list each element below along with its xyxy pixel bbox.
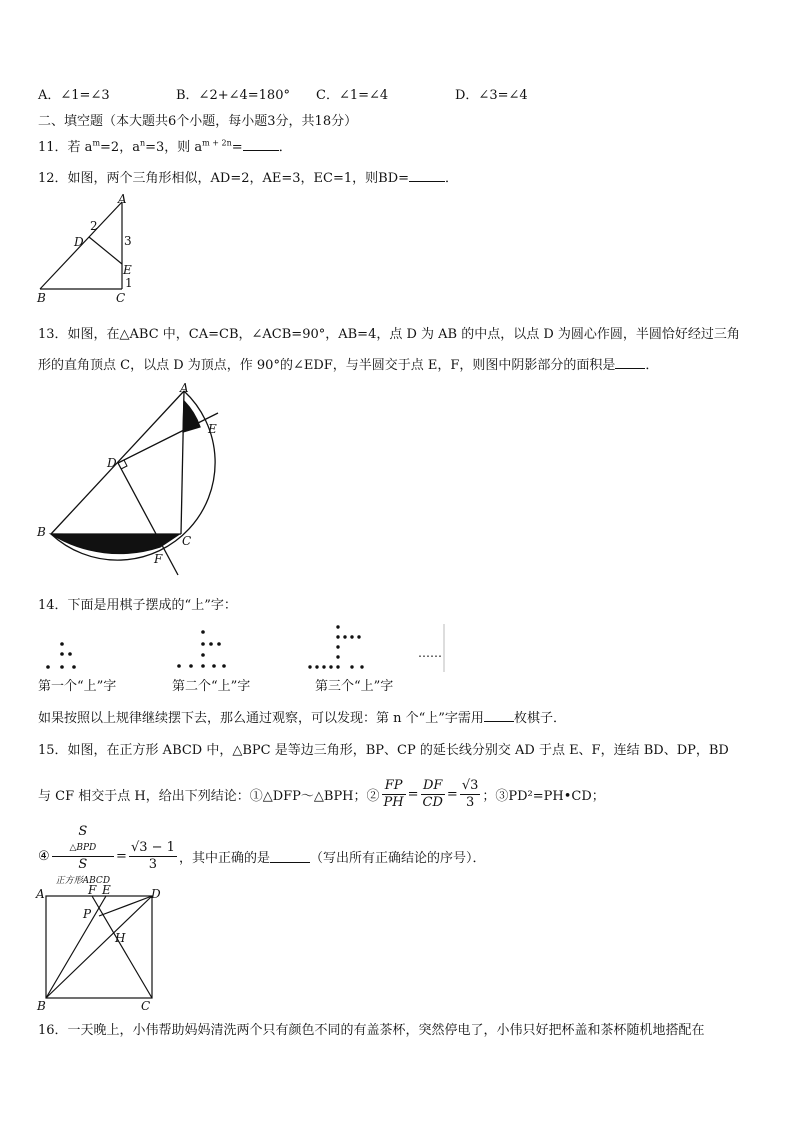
q13-period: ． <box>645 358 659 373</box>
q14-piece <box>201 630 205 634</box>
q12-label-2: 2 <box>90 219 98 233</box>
q15-square-figure <box>34 884 164 1014</box>
q14-piece <box>201 642 205 646</box>
q13-side-ab <box>51 391 184 534</box>
q14-question-a: 如果按照以上规律继续摆下去，那么通过观察，可以发现：第 n 个“上”字需用 <box>38 711 484 726</box>
q15-label-e: E <box>102 884 111 897</box>
q15-line2a: 与 CF 相交于点 H，给出下列结论：①△DFP～△BPH；② <box>38 788 380 804</box>
q15-c4-tail: （写出所有正确结论的序号）． <box>309 850 486 866</box>
q15-eq1: = <box>407 786 419 802</box>
question-15-line1: 15．如图，在正方形 ABCD 中，△BPC 是等边三角形，BP、CP 的延长线分别交 AD 于点 E、F，连结 BD、DP，BD <box>38 743 729 758</box>
q15-diagonal-bd <box>46 896 152 998</box>
q10-option-c: C．∠1=∠4 <box>316 88 389 103</box>
q13-answer-blank[interactable] <box>615 356 645 369</box>
section-heading: 二、填空题（本大题共6个小题，每小题3分，共18分） <box>38 114 358 129</box>
question-15-line2 <box>38 774 605 814</box>
q14-question-b: 枚棋子． <box>513 711 566 726</box>
question-14-prompt <box>38 707 566 726</box>
q15-label-p: P <box>83 907 92 921</box>
q12-label-e: E <box>123 263 132 277</box>
q15-frac3-num: √3 <box>461 777 479 793</box>
q14-piece <box>212 664 216 668</box>
q15-fraction-sqrt3-3 <box>460 778 481 811</box>
q14-caption-2: 第二个“上”字 <box>172 679 251 694</box>
q12-label-b: B <box>37 291 46 304</box>
q14-piece <box>336 645 339 648</box>
q12-label-1: 1 <box>125 276 133 290</box>
q11-answer-blank[interactable] <box>243 138 279 151</box>
q13-semicircle-figure <box>30 383 230 583</box>
q15-c4-rhs-den: 3 <box>148 856 158 872</box>
q15-label-b: B <box>37 999 46 1013</box>
q10-option-d: D．∠3=∠4 <box>455 88 528 103</box>
q15-label-c: C <box>141 999 151 1013</box>
question-11 <box>38 136 292 155</box>
q13-label-e: E <box>208 422 217 436</box>
q15-frac1-num: FP <box>382 778 406 795</box>
q12-segment-de <box>89 237 122 264</box>
q14-piece <box>357 635 360 638</box>
q15-c4-den: S <box>78 856 88 872</box>
q15-rhs-fraction <box>129 840 177 873</box>
q15-area-ratio <box>52 824 114 889</box>
q14-piece <box>360 665 363 668</box>
q14-piece <box>329 665 332 668</box>
q10-option-a: A．∠1=∠3 <box>38 88 110 103</box>
question-14: 14．下面是用棋子摆成的“上”字： <box>38 598 237 613</box>
q15-line-dp <box>99 896 152 916</box>
q14-answer-blank[interactable] <box>484 709 514 722</box>
q12-label-c: C <box>116 291 126 304</box>
q14-piece <box>336 625 339 628</box>
q14-piece <box>60 652 64 656</box>
q12-label-3: 3 <box>124 234 132 248</box>
q14-piece <box>350 635 353 638</box>
q15-eq2: = <box>446 786 458 802</box>
q14-piece <box>177 664 181 668</box>
q14-ellipsis: …… <box>418 646 442 660</box>
q14-piece <box>189 664 193 668</box>
q14-piece <box>336 665 339 668</box>
q13-label-a: A <box>180 383 189 395</box>
q15-c4-prefix: ④ <box>38 848 50 864</box>
q14-piece <box>209 642 213 646</box>
q15-c4-num-sub: △BPD <box>69 842 97 853</box>
q14-piece <box>68 652 72 656</box>
q14-piece <box>343 635 346 638</box>
q14-piece <box>350 665 353 668</box>
q12-label-d: D <box>74 235 84 249</box>
q15-c4-den-sub: 正方形ABCD <box>55 875 111 886</box>
q12-period: ． <box>445 171 459 186</box>
q11-mid1: =2，a <box>100 140 140 155</box>
q15-fraction-df-cd <box>421 778 445 811</box>
q13-ray-de <box>118 413 218 463</box>
q13-label-b: B <box>37 525 46 539</box>
q14-caption-1: 第一个“上”字 <box>38 679 117 694</box>
q14-pieces-figure <box>38 622 446 692</box>
q12-text: 12．如图，两个三角形相似，AD=2，AE=3，EC=1，则BD= <box>38 171 410 186</box>
q11-mid2: =3，则 a <box>145 140 203 155</box>
q13-label-f: F <box>154 552 163 566</box>
q14-piece <box>46 665 50 669</box>
q13-label-c: C <box>182 534 192 548</box>
q12-label-a: A <box>118 192 127 206</box>
q13-side-ac <box>181 391 184 534</box>
q15-line-be <box>46 896 106 998</box>
q14-caption-3: 第三个“上”字 <box>315 679 394 694</box>
q14-piece <box>222 664 226 668</box>
q14-dot-patterns <box>38 622 446 674</box>
q13-ray-df <box>118 463 178 575</box>
q13-text: 形的直角顶点 C，以点 D 为顶点，作 90°的∠EDF，与半圆交于点 E，F，则图中阴影部分的面积是 <box>38 358 616 373</box>
q14-piece <box>201 664 205 668</box>
q14-piece <box>60 642 64 646</box>
question-13-line1: 13．如图，在△ABC 中，CA=CB，∠ACB=90°，AB=4，点 D 为 AB 的中点，以点 D 为圆心作圆，半圆恰好经过三角 <box>38 327 740 342</box>
q14-piece <box>336 635 339 638</box>
q14-piece <box>322 665 325 668</box>
q15-label-d: D <box>151 887 161 901</box>
q15-frac1-den: PH <box>383 794 404 810</box>
q15-c4-rhs-num: √3 − 1 <box>130 839 175 855</box>
q15-frac3-den: 3 <box>465 794 475 810</box>
q14-piece <box>72 665 76 669</box>
q11-sup-n: n <box>139 138 146 148</box>
q11-sup-m: m <box>92 138 101 148</box>
q15-fraction-fp-ph <box>382 778 406 811</box>
question-12 <box>38 167 458 186</box>
q15-label-f: F <box>88 884 97 897</box>
q14-piece <box>217 642 221 646</box>
q15-line2b: ；③PD²=PH•CD； <box>482 788 605 804</box>
q14-piece <box>60 665 64 669</box>
q12-answer-blank[interactable] <box>409 169 445 182</box>
q11-prefix: 11．若 a <box>38 140 93 155</box>
question-13-line2 <box>38 354 658 373</box>
q14-piece <box>201 653 205 657</box>
q15-label-h: H <box>115 931 126 945</box>
q15-c4-text: ，其中正确的是 <box>178 850 270 866</box>
q11-period: ． <box>278 140 292 155</box>
q13-label-d: D <box>107 456 117 470</box>
q10-option-b: B．∠2+∠4=180° <box>176 88 290 103</box>
q11-equals: = <box>231 140 243 155</box>
q15-eq3: = <box>116 848 127 864</box>
q15-c4-num: S <box>78 823 88 839</box>
q14-piece <box>315 665 318 668</box>
q15-line-cf <box>92 896 152 998</box>
q14-piece <box>336 655 339 658</box>
q15-label-a: A <box>36 887 45 901</box>
q14-piece <box>308 665 311 668</box>
question-15-line3 <box>38 823 486 886</box>
q11-sup-m2n: m + 2n <box>202 138 232 148</box>
q15-answer-blank[interactable] <box>270 850 310 863</box>
q15-frac2-num: DF <box>421 778 445 795</box>
q12-triangle-figure <box>30 192 142 304</box>
q15-frac2-den: CD <box>422 794 443 810</box>
question-16: 16．一天晚上，小伟帮助妈妈清洗两个只有颜色不同的有盖茶杯，突然停电了，小伟只好把杯盖和茶杯随机地搭配在 <box>38 1023 705 1038</box>
